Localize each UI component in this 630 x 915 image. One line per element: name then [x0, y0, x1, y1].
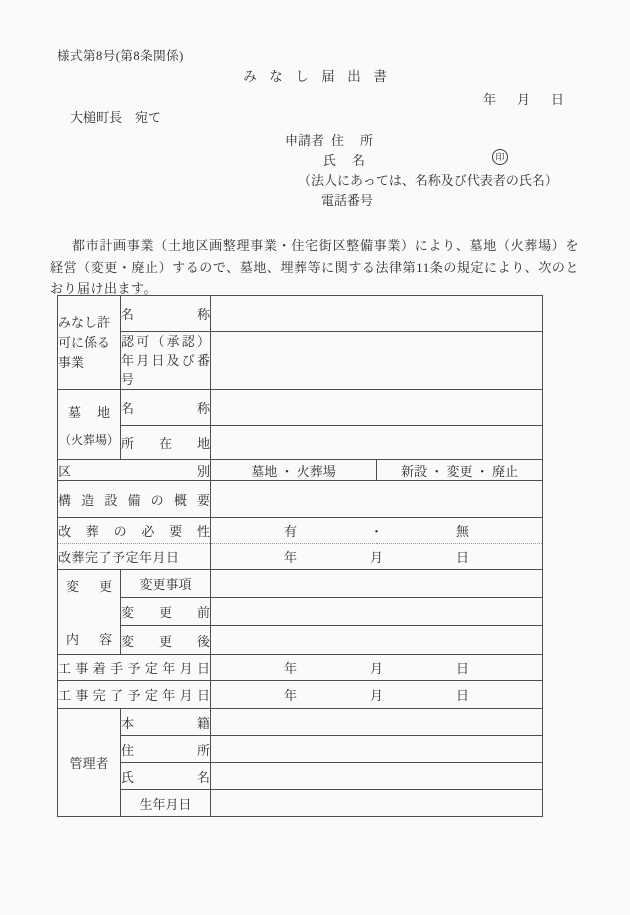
field-label-honseki: 本籍: [121, 709, 211, 736]
date-year-label: 年: [482, 92, 496, 107]
table-row: [58, 598, 543, 626]
field-label-juusho: 住所: [121, 736, 211, 763]
kaiso-options-cell: [211, 518, 543, 544]
field-label-kaiso: 改葬の必要性: [58, 518, 211, 544]
group-label-bochi: [58, 390, 121, 460]
field-label-birth: 生年月日: [121, 790, 211, 817]
corporate-note: （法人にあっては、名称及び代表者の氏名）: [298, 173, 558, 188]
field-label-henko-after: 変更後: [121, 626, 211, 655]
phone-label: 電話番号: [321, 193, 374, 208]
date-month-label: 月: [516, 92, 530, 107]
seal-mark-icon: 印: [492, 149, 508, 165]
table-row: [58, 763, 543, 790]
table-row: [58, 655, 543, 681]
deemed-notification-table: [57, 295, 543, 817]
field-label-henko-item: 変更事項: [121, 570, 211, 598]
day-unit: 日: [455, 661, 469, 676]
henko-top: 変更: [66, 579, 112, 594]
day-unit: 日: [455, 550, 469, 565]
address-label: 住所: [331, 133, 374, 148]
value-cell-henko-item: [211, 570, 543, 598]
kaiso-separator: ・: [369, 524, 383, 539]
month-unit: 月: [369, 688, 383, 703]
value-cell-birth: [211, 790, 543, 817]
table-row: [58, 544, 543, 570]
field-label-end-date: 工事完了予定年月日: [58, 681, 211, 709]
value-cell-henko-after: [211, 626, 543, 655]
field-label-kubetsu: 区別: [58, 460, 211, 481]
name-label: 氏名: [323, 153, 365, 168]
field-label-name: 名称: [121, 390, 211, 426]
bochi-line1: 墓地: [68, 404, 110, 420]
body-paragraph: 都市計画事業（土地区画整理事業・住宅街区整備事業）により、墓地（火葬場）を経営（変更・廃止）するので、墓地、埋葬等に関する法律第11条の規定により、次のとおり届け出ます。: [50, 238, 579, 296]
field-label-start-date: 工事着手予定年月日: [58, 655, 211, 681]
month-unit: 月: [369, 550, 383, 565]
field-label-henko-before: 変更前: [121, 598, 211, 626]
value-cell-juusho: [211, 736, 543, 763]
table-row: [58, 681, 543, 709]
table-row: [58, 460, 543, 481]
table-row: [58, 426, 543, 460]
kubetsu-action-options: 新設 ・ 変更 ・ 廃止: [377, 460, 543, 481]
form-number: 様式第8号(第8条関係): [57, 49, 184, 63]
addressee: [70, 107, 161, 126]
year-unit: 年: [283, 550, 297, 565]
value-cell-minashi-name: [211, 296, 543, 332]
day-unit: 日: [455, 688, 469, 703]
value-cell-bochi-name: [211, 390, 543, 426]
month-unit: 月: [369, 661, 383, 676]
kubetsu-type-options: 墓地 ・ 火葬場: [211, 460, 377, 481]
date-line: [483, 89, 564, 108]
addressee-suffix: 宛て: [135, 110, 162, 125]
group-label-kanrisha: 管理者: [58, 709, 121, 817]
henko-bottom: 内容: [66, 632, 112, 647]
group-label-henko: [58, 570, 121, 655]
value-cell-location: [211, 426, 543, 460]
value-cell-henko-before: [211, 598, 543, 626]
field-label-kaiso-date: 改葬完了予定年月日: [58, 544, 211, 570]
value-cell-honseki: [211, 709, 543, 736]
group-label-minashi: みなし許可に係る事業: [58, 296, 121, 390]
kaiso-date-cell: [211, 544, 543, 570]
applicant-section: [285, 131, 558, 211]
table-row: [58, 481, 543, 518]
year-unit: 年: [283, 688, 297, 703]
applicant-name-line: [323, 151, 558, 171]
value-cell-shimei: [211, 763, 543, 790]
start-date-cell: [211, 655, 543, 681]
table-row: [58, 626, 543, 655]
table-row: [58, 736, 543, 763]
table-row: [58, 332, 543, 390]
table-row: [58, 390, 543, 426]
page-title: みなし届出書: [243, 69, 400, 84]
value-cell-approval: [211, 332, 543, 390]
field-label-approval: 認可（承認）年月日及び番号: [121, 332, 211, 390]
value-cell-structure: [211, 481, 543, 518]
end-date-cell: [211, 681, 543, 709]
field-label-structure: 構造設備の概要: [58, 481, 211, 518]
table-row: [58, 296, 543, 332]
kaiso-yes: 有: [283, 524, 297, 539]
bochi-line2: （火葬場）: [58, 432, 119, 447]
table-row: [58, 570, 543, 598]
kaiso-no: 無: [455, 524, 469, 539]
table-row: [58, 790, 543, 817]
field-label-location: 所在地: [121, 426, 211, 460]
date-day-label: 日: [550, 92, 564, 107]
year-unit: 年: [283, 661, 297, 676]
field-label-shimei: 氏名: [121, 763, 211, 790]
applicant-label: 申請者: [285, 133, 325, 148]
table-row: [58, 518, 543, 544]
table-row: [58, 709, 543, 736]
field-label-name: 名称: [121, 296, 211, 332]
addressee-name: 大槌町長: [70, 110, 123, 125]
applicant-address-line: [285, 131, 558, 151]
